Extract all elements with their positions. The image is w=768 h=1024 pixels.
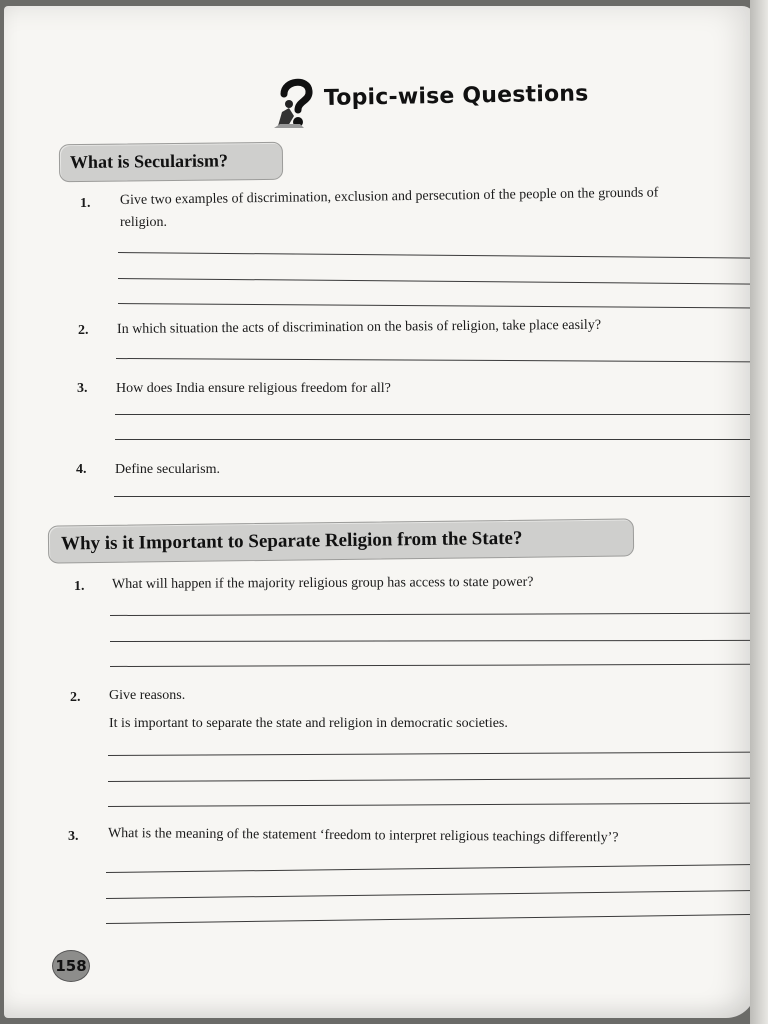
answer-line[interactable] bbox=[110, 613, 756, 616]
answer-line[interactable] bbox=[118, 252, 756, 259]
question-text-continued: religion. bbox=[120, 215, 168, 230]
question-number: 2. bbox=[70, 690, 81, 705]
question-number: 4. bbox=[76, 462, 87, 477]
question-text: Give two examples of discrimination, exclusion and persecution of the people on the grounds of bbox=[119, 185, 659, 208]
answer-line[interactable] bbox=[110, 664, 756, 667]
answer-line[interactable] bbox=[108, 778, 756, 782]
answer-line[interactable] bbox=[118, 278, 756, 285]
answer-line[interactable] bbox=[106, 914, 756, 924]
answer-line[interactable] bbox=[106, 864, 756, 873]
answer-line[interactable] bbox=[108, 803, 756, 807]
answer-line[interactable] bbox=[108, 752, 756, 756]
book-page-edge bbox=[750, 0, 768, 1024]
answer-line[interactable] bbox=[116, 358, 756, 362]
question-text: What is the meaning of the statement ‘freedom to interpret religious teachings differently’? bbox=[107, 826, 619, 846]
answer-line[interactable] bbox=[110, 640, 756, 642]
workbook-page bbox=[4, 6, 756, 1018]
page-title: Topic-wise Questions bbox=[323, 81, 589, 111]
answer-line[interactable] bbox=[115, 414, 756, 415]
answer-line[interactable] bbox=[118, 303, 756, 308]
question-number: 3. bbox=[77, 381, 88, 396]
question-number: 1. bbox=[80, 196, 91, 211]
question-text-continued: It is important to separate the state and religion in democratic societies. bbox=[109, 716, 508, 731]
question-number: 1. bbox=[74, 579, 85, 594]
question-number: 2. bbox=[78, 323, 89, 338]
answer-line[interactable] bbox=[115, 439, 756, 440]
question-number: 3. bbox=[68, 829, 79, 844]
topic-title-block bbox=[274, 74, 604, 130]
question-text: How does India ensure religious freedom for all? bbox=[116, 381, 391, 396]
question-mark-figure-icon bbox=[274, 74, 318, 130]
question-text: In which situation the acts of discrimination on the basis of religion, take place easily? bbox=[116, 317, 602, 337]
section-heading-text: Why is it Important to Separate Religion from the State? bbox=[60, 527, 523, 555]
question-text: Define secularism. bbox=[115, 462, 220, 477]
answer-line[interactable] bbox=[106, 890, 756, 899]
section-heading-separate-religion bbox=[48, 518, 634, 563]
page-number-badge: 158 bbox=[52, 950, 90, 982]
answer-line[interactable] bbox=[114, 496, 756, 497]
question-text: What will happen if the majority religious group has access to state power? bbox=[111, 574, 534, 592]
section-heading-text: What is Secularism? bbox=[69, 150, 229, 173]
section-heading-secularism bbox=[59, 142, 283, 182]
question-text: Give reasons. bbox=[109, 688, 186, 703]
